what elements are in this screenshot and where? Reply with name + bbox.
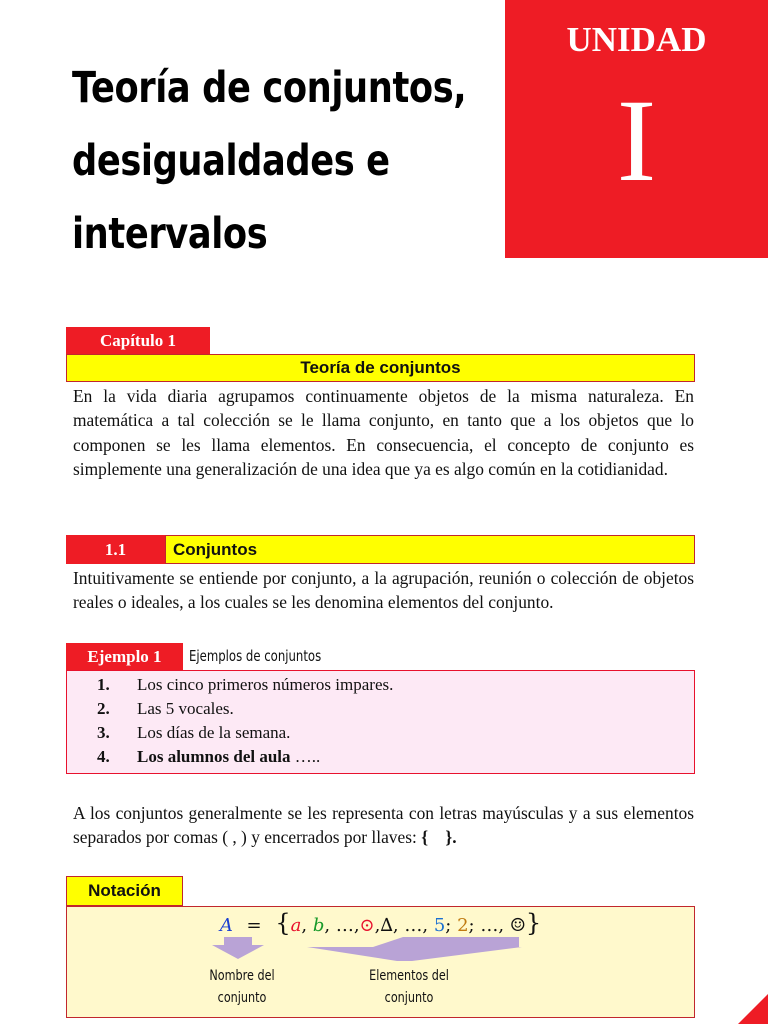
unit-label: UNIDAD — [566, 20, 707, 59]
set-element: 2 — [457, 915, 469, 936]
label-set-name: Nombre del conjunto — [209, 968, 275, 1006]
list-item-number: 2. — [97, 699, 110, 718]
intro-paragraph: En la vida diaria agrupamos continuamente objetos de la misma naturaleza. En matemática a tal colección se le llama conjunto, en tanto que a los objetos que lo componen se les llama elementos. En consecuencia, el concepto de conjunto es simplemente una generalización de una idea que ya es algo común en la cotidianidad. — [73, 386, 694, 479]
notation-box — [66, 906, 695, 1018]
list-item-number: 3. — [97, 723, 110, 742]
set-element: , — [301, 915, 313, 936]
chapter-tag: Capítulo 1 — [66, 327, 210, 354]
notation-tag: Notación — [66, 876, 183, 906]
unit-number: I — [616, 75, 657, 206]
arrow-down-icon — [307, 937, 519, 947]
set-element: , …, — [324, 915, 360, 936]
list-item-text: Los cinco primeros números impares. — [137, 675, 394, 694]
label-set-elements: Elementos del conjunto — [369, 968, 449, 1006]
set-element: ,∆, …, — [374, 915, 434, 936]
unit-badge — [505, 0, 768, 258]
list-item-number: 4. — [97, 747, 110, 766]
set-element: a — [290, 915, 302, 936]
title-line-2: desigualdades e — [72, 136, 390, 186]
arrow-down-icon — [212, 937, 264, 959]
example-list — [66, 670, 695, 774]
list-item-ellipsis: ….. — [294, 747, 321, 766]
title-line-1: Teoría de conjuntos, — [72, 63, 467, 113]
title-line-3: intervalos — [72, 209, 268, 259]
list-item-number: 1. — [97, 675, 110, 694]
set-element: ⊙ — [359, 915, 375, 936]
set-expression — [67, 909, 694, 937]
section-paragraph: Intuitivamente se entiende por conjunto, a la agrupación, reunión o colección de objetos reales o ideales, a los cuales se les denomina elementos del conjunto. — [73, 568, 694, 613]
open-brace: { — [275, 909, 291, 937]
set-elements — [291, 915, 526, 936]
example-tag: Ejemplo 1 — [66, 643, 183, 670]
example-caption: Ejemplos de conjuntos — [189, 647, 322, 665]
list-item-text: Los alumnos del aula — [137, 747, 291, 766]
set-element: ; — [445, 915, 458, 936]
page-title — [72, 52, 467, 271]
representation-paragraph: A los conjuntos generalmente se les representa con letras mayúsculas y a sus elementos separados por comas ( , ) y encerrados por llaves: { }. — [73, 803, 694, 848]
braces-symbol: { }. — [421, 827, 457, 848]
set-element: b — [312, 915, 325, 936]
set-element: ; …, — [468, 915, 510, 936]
close-brace: } — [525, 909, 542, 937]
chapter-title: Teoría de conjuntos — [66, 354, 695, 382]
arrow-down-icon — [307, 947, 522, 961]
list-item-text: Las 5 vocales. — [137, 699, 234, 718]
section-title: Conjuntos — [165, 535, 695, 564]
set-element: 5 — [433, 915, 446, 936]
corner-triangle — [738, 994, 768, 1024]
set-name: A — [219, 915, 233, 936]
equals-sign: = — [246, 915, 262, 936]
set-element: ☺ — [509, 915, 526, 936]
section-number: 1.1 — [66, 535, 165, 564]
list-item-text: Los días de la semana. — [137, 723, 291, 742]
